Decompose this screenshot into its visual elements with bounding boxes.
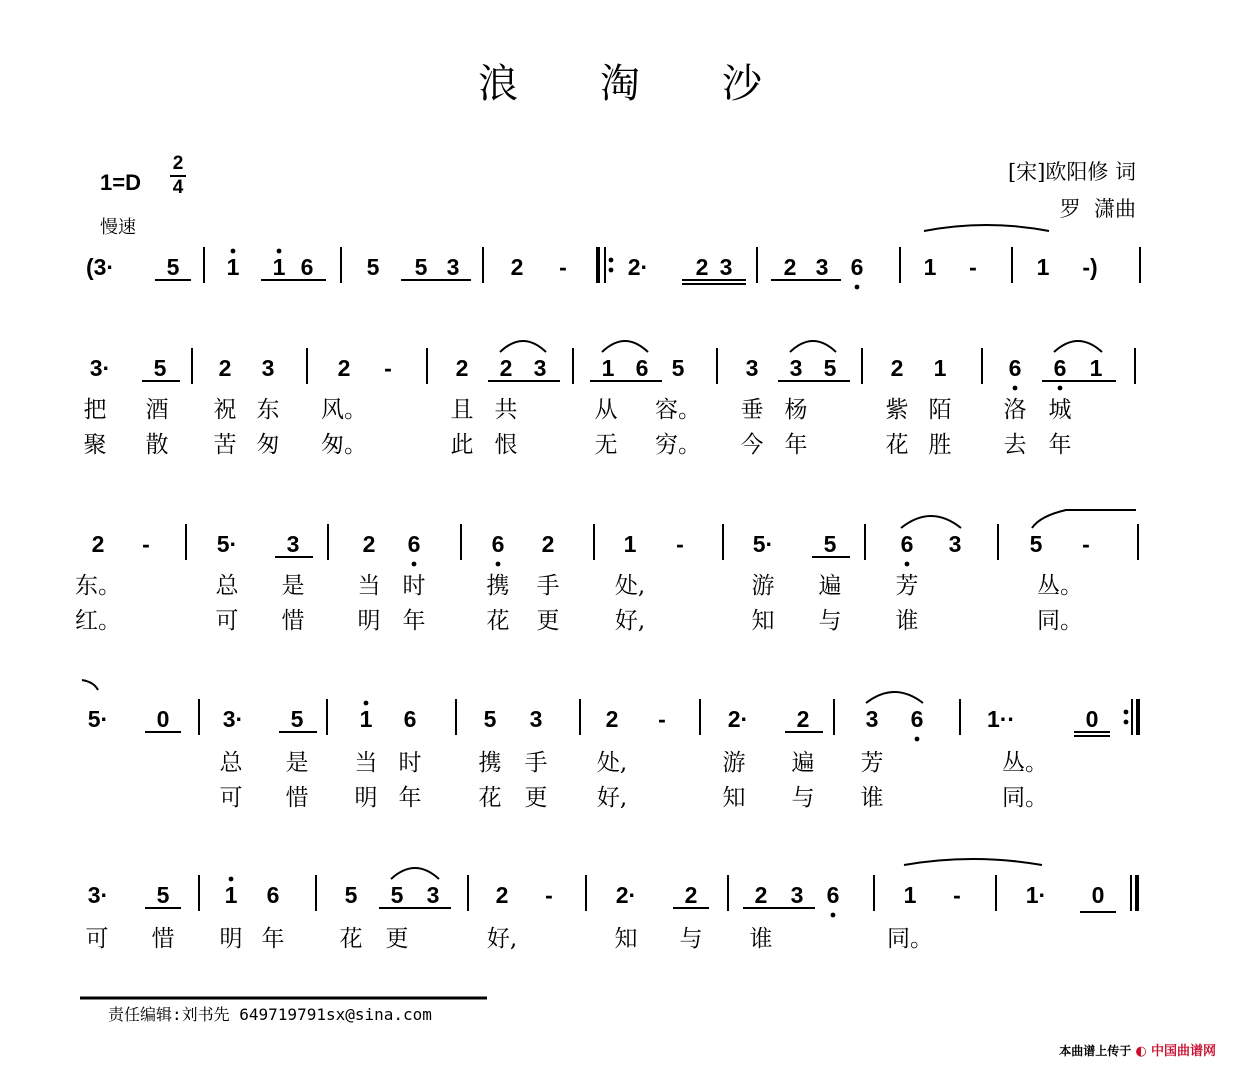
note: 2 bbox=[337, 355, 351, 381]
lyric-char: 今 bbox=[740, 432, 764, 458]
octave-dot-low bbox=[905, 562, 910, 567]
lyric-char: 当 bbox=[357, 573, 381, 599]
lyric-char: 与 bbox=[791, 785, 815, 811]
lyric-char: 花 bbox=[478, 785, 502, 811]
octave-dot-low bbox=[496, 562, 501, 567]
octave-dot-high bbox=[229, 877, 234, 882]
repeat-dot bbox=[1124, 720, 1129, 725]
lyric-char: 同。 bbox=[887, 926, 933, 952]
tie-arc bbox=[1032, 510, 1136, 528]
repeat-dot bbox=[609, 268, 614, 273]
lyric-char: 年 bbox=[402, 608, 426, 634]
note: - bbox=[545, 882, 553, 908]
lyric-char: 游 bbox=[751, 573, 775, 599]
octave-dot-low bbox=[855, 285, 860, 290]
lyric-char: 苦 bbox=[213, 432, 237, 458]
lyric-char: 年 bbox=[1048, 432, 1072, 458]
lyric-char: 可 bbox=[215, 608, 239, 634]
tie-arc bbox=[82, 680, 98, 690]
octave-dot-high bbox=[277, 249, 282, 254]
note: 5 bbox=[414, 254, 428, 280]
lyric-char: 手 bbox=[524, 750, 548, 776]
note: 2· bbox=[627, 254, 649, 280]
note: 3 bbox=[815, 254, 829, 280]
note: 3 bbox=[790, 882, 804, 908]
time-signature-bottom: 4 bbox=[172, 177, 184, 198]
lyric-char: 谁 bbox=[860, 785, 884, 811]
note: 3 bbox=[719, 254, 733, 280]
tie-arc bbox=[500, 341, 546, 352]
lyric-char: 知 bbox=[722, 785, 746, 811]
note: 5 bbox=[366, 254, 380, 280]
tie-arc bbox=[391, 868, 439, 879]
note: 1·· bbox=[986, 706, 1016, 732]
note: 5· bbox=[87, 706, 109, 732]
repeat-dot bbox=[1124, 710, 1129, 715]
note: (3· bbox=[85, 254, 115, 280]
note: 6 bbox=[1053, 355, 1067, 381]
lyric-char: 处, bbox=[596, 750, 628, 776]
octave-dot-low bbox=[831, 913, 836, 918]
repeat-dot bbox=[609, 258, 614, 263]
note: 2 bbox=[541, 531, 555, 557]
note: 5· bbox=[216, 531, 238, 557]
lyric-char: 时 bbox=[402, 573, 426, 599]
lyric-char: 且 bbox=[450, 397, 474, 423]
lyric-char: 是 bbox=[285, 750, 309, 776]
note: - bbox=[676, 531, 684, 557]
tie-arc bbox=[790, 341, 836, 352]
lyric-char: 与 bbox=[818, 608, 842, 634]
note: 5 bbox=[1029, 531, 1043, 557]
note: 5 bbox=[344, 882, 358, 908]
lyric-char: 此 bbox=[450, 432, 474, 458]
note: - bbox=[953, 882, 961, 908]
site-name: 中国曲谱网 bbox=[1150, 1044, 1216, 1059]
note: 1 bbox=[623, 531, 637, 557]
note: 3 bbox=[446, 254, 460, 280]
note: 6 bbox=[491, 531, 505, 557]
note: 1 bbox=[359, 706, 373, 732]
page-title: 浪淘沙 bbox=[478, 61, 844, 107]
note: 5· bbox=[752, 531, 774, 557]
note: 5 bbox=[671, 355, 685, 381]
note: 2 bbox=[91, 531, 105, 557]
lyric-char: 更 bbox=[536, 608, 560, 634]
note: 2 bbox=[495, 882, 509, 908]
octave-dot-low bbox=[1058, 386, 1063, 391]
lyric-char: 知 bbox=[751, 608, 775, 634]
note: 3 bbox=[286, 531, 300, 557]
note: 3 bbox=[948, 531, 962, 557]
lyric-char: 可 bbox=[219, 785, 243, 811]
note: - bbox=[559, 254, 567, 280]
note: 5 bbox=[156, 882, 170, 908]
note: 2 bbox=[695, 254, 709, 280]
note: 1· bbox=[1025, 882, 1047, 908]
lyric-char: 处, bbox=[614, 573, 646, 599]
lyric-char: 遍 bbox=[791, 750, 815, 776]
note: 5 bbox=[153, 355, 167, 381]
note: 5 bbox=[166, 254, 180, 280]
lyric-char: 祝 bbox=[213, 397, 237, 423]
lyric-char: 酒 bbox=[145, 397, 169, 423]
note: 6 bbox=[910, 706, 924, 732]
note: 5 bbox=[390, 882, 404, 908]
lyric-char: 携 bbox=[478, 750, 502, 776]
upload-label: 本曲谱上传于 bbox=[1059, 1044, 1132, 1058]
lyric-char: 游 bbox=[722, 750, 746, 776]
lyric-char: 胜 bbox=[928, 432, 952, 458]
note: 3· bbox=[89, 355, 111, 381]
lyric-char: 年 bbox=[784, 432, 808, 458]
tie-arc bbox=[924, 225, 1049, 231]
lyric-char: 匆。 bbox=[321, 432, 367, 458]
lyric-char: 东 bbox=[256, 397, 280, 423]
note: - bbox=[1082, 531, 1090, 557]
lyric-char: 同。 bbox=[1037, 608, 1083, 634]
lyric-char: 红。 bbox=[75, 608, 121, 634]
lyric-char: 谁 bbox=[749, 926, 773, 952]
lyric-char: 知 bbox=[614, 926, 638, 952]
lyric-char: 更 bbox=[385, 926, 409, 952]
note: 5 bbox=[483, 706, 497, 732]
lyricist-credit: [宋]欧阳修 词 bbox=[1007, 160, 1136, 184]
lyric-char: 是 bbox=[281, 573, 305, 599]
note: 2 bbox=[362, 531, 376, 557]
lyric-char: 丛。 bbox=[1037, 573, 1083, 599]
note: 0 bbox=[1091, 882, 1105, 908]
lyric-char: 花 bbox=[339, 926, 363, 952]
note: 2 bbox=[605, 706, 619, 732]
lyric-char: 洛 bbox=[1003, 397, 1027, 423]
lyric-char: 年 bbox=[261, 926, 285, 952]
lyric-char: 聚 bbox=[83, 432, 107, 458]
note: 2· bbox=[727, 706, 749, 732]
note: 2 bbox=[754, 882, 768, 908]
note: 3 bbox=[261, 355, 275, 381]
note: 3 bbox=[426, 882, 440, 908]
lyric-char: 散 bbox=[145, 432, 169, 458]
tie-arc bbox=[904, 859, 1042, 865]
note: 1 bbox=[933, 355, 947, 381]
lyric-char: 明 bbox=[357, 608, 381, 634]
lyric-char: 好, bbox=[486, 926, 518, 952]
note: 3· bbox=[222, 706, 244, 732]
note: - bbox=[142, 531, 150, 557]
note: 6 bbox=[403, 706, 417, 732]
lyric-char: 恨 bbox=[494, 432, 518, 458]
note: 2 bbox=[455, 355, 469, 381]
lyric-char: 好, bbox=[614, 608, 646, 634]
note: 1 bbox=[224, 882, 238, 908]
lyric-char: 当 bbox=[354, 750, 378, 776]
lyric-char: 穷。 bbox=[655, 432, 701, 458]
lyric-char: 匆 bbox=[256, 432, 280, 458]
note: 1 bbox=[272, 254, 286, 280]
note: 6 bbox=[300, 254, 314, 280]
octave-dot-high bbox=[364, 701, 369, 706]
lyric-char: 花 bbox=[885, 432, 909, 458]
octave-dot-low bbox=[1013, 386, 1018, 391]
note: 1 bbox=[601, 355, 615, 381]
lyric-char: 共 bbox=[494, 397, 518, 423]
editor-credit: 责任编辑:刘书先 649719791sx@sina.com bbox=[108, 1005, 432, 1024]
note: 2 bbox=[510, 254, 524, 280]
lyric-char: 芳 bbox=[895, 573, 919, 599]
note: 2· bbox=[615, 882, 637, 908]
note: 6 bbox=[266, 882, 280, 908]
tie-arc bbox=[866, 692, 923, 703]
note: 5 bbox=[823, 355, 837, 381]
lyric-char: 谁 bbox=[895, 608, 919, 634]
key-signature: 1=D bbox=[100, 170, 141, 195]
note: 5 bbox=[823, 531, 837, 557]
tie-arc bbox=[1054, 341, 1102, 352]
note: 1 bbox=[1089, 355, 1103, 381]
note: 2 bbox=[796, 706, 810, 732]
lyric-char: 携 bbox=[486, 573, 510, 599]
lyric-char: 花 bbox=[486, 608, 510, 634]
note: -) bbox=[1082, 254, 1098, 280]
note: 1 bbox=[1036, 254, 1050, 280]
note: 2 bbox=[890, 355, 904, 381]
note: 2 bbox=[684, 882, 698, 908]
lyric-char: 东。 bbox=[75, 573, 121, 599]
note: 2 bbox=[218, 355, 232, 381]
lyric-char: 明 bbox=[354, 785, 378, 811]
note: 6 bbox=[1008, 355, 1022, 381]
lyric-char: 年 bbox=[398, 785, 422, 811]
note: 0 bbox=[156, 706, 170, 732]
lyric-char: 惜 bbox=[285, 785, 309, 811]
note: 3 bbox=[529, 706, 543, 732]
lyric-char: 更 bbox=[524, 785, 548, 811]
octave-dot-low bbox=[915, 737, 920, 742]
note: - bbox=[384, 355, 392, 381]
note: 0 bbox=[1085, 706, 1099, 732]
time-signature-top: 2 bbox=[172, 153, 184, 174]
lyric-char: 丛。 bbox=[1002, 750, 1048, 776]
lyric-char: 时 bbox=[398, 750, 422, 776]
lyric-char: 杨 bbox=[784, 397, 808, 423]
note: - bbox=[969, 254, 977, 280]
note: 6 bbox=[850, 254, 864, 280]
note: 6 bbox=[826, 882, 840, 908]
site-logo-icon: ◐ bbox=[1135, 1044, 1147, 1059]
lyric-char: 可 bbox=[85, 926, 109, 952]
lyric-char: 总 bbox=[219, 750, 243, 776]
octave-dot-low bbox=[412, 562, 417, 567]
note: - bbox=[658, 706, 666, 732]
note: 6 bbox=[407, 531, 421, 557]
lyric-char: 总 bbox=[215, 573, 239, 599]
lyric-char: 陌 bbox=[928, 397, 952, 423]
note: 5 bbox=[290, 706, 304, 732]
note: 3 bbox=[533, 355, 547, 381]
lyric-char: 惜 bbox=[281, 608, 305, 634]
lyric-char: 惜 bbox=[151, 926, 175, 952]
lyric-char: 同。 bbox=[1002, 785, 1048, 811]
lyric-char: 明 bbox=[219, 926, 243, 952]
tempo-marking: 慢速 bbox=[100, 217, 136, 238]
note: 3 bbox=[865, 706, 879, 732]
lyric-char: 去 bbox=[1003, 432, 1027, 458]
lyric-char: 手 bbox=[536, 573, 560, 599]
note: 3· bbox=[87, 882, 109, 908]
lyric-char: 城 bbox=[1048, 397, 1072, 423]
note: 3 bbox=[745, 355, 759, 381]
note: 1 bbox=[903, 882, 917, 908]
composer-credit: 罗 潇曲 bbox=[1059, 197, 1136, 221]
note: 3 bbox=[789, 355, 803, 381]
note: 1 bbox=[923, 254, 937, 280]
lyric-char: 容。 bbox=[655, 397, 701, 423]
lyric-char: 无 bbox=[594, 432, 618, 458]
note: 2 bbox=[499, 355, 513, 381]
lyric-char: 垂 bbox=[740, 397, 764, 423]
lyric-char: 遍 bbox=[818, 573, 842, 599]
tie-arc bbox=[901, 516, 961, 528]
note: 6 bbox=[635, 355, 649, 381]
lyric-char: 风。 bbox=[321, 397, 367, 423]
lyric-char: 芳 bbox=[860, 750, 884, 776]
upload-notice bbox=[1059, 1040, 1216, 1059]
note: 2 bbox=[783, 254, 797, 280]
tie-arc bbox=[602, 341, 648, 352]
note: 1 bbox=[226, 254, 240, 280]
lyric-char: 把 bbox=[83, 397, 107, 423]
octave-dot-high bbox=[231, 249, 236, 254]
lyric-char: 好, bbox=[596, 785, 628, 811]
lyric-char: 与 bbox=[679, 926, 703, 952]
lyric-char: 紫 bbox=[885, 397, 909, 423]
lyric-char: 从 bbox=[594, 397, 618, 423]
note: 6 bbox=[900, 531, 914, 557]
